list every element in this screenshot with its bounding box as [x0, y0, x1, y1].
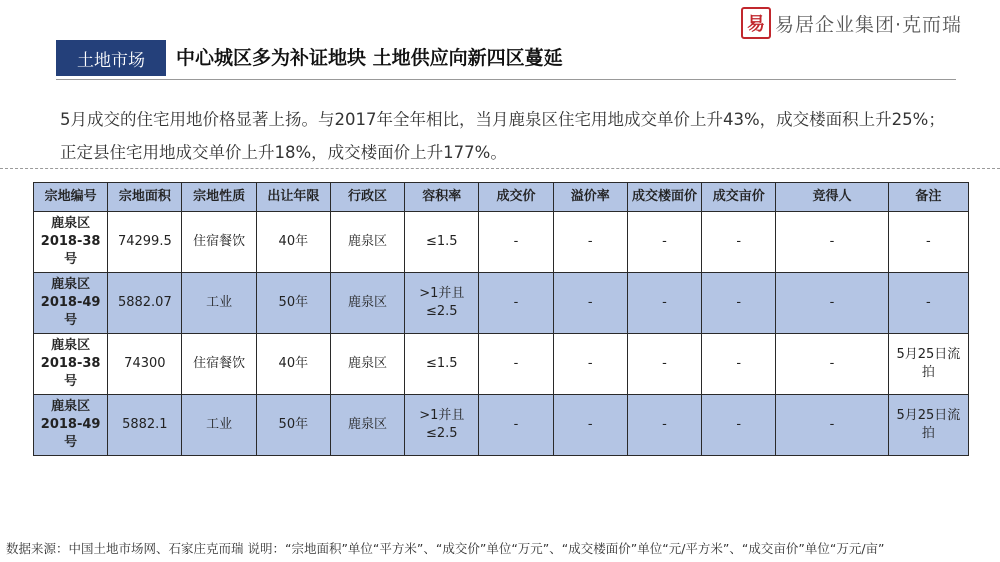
cell-district: 鹿泉区 [330, 212, 404, 273]
cell-code: 鹿泉区2018-38号 [34, 334, 108, 395]
cell-note: - [888, 212, 968, 273]
brand-name: 易居企业集团·克而瑞 [775, 13, 963, 36]
cell-district: 鹿泉区 [330, 273, 404, 334]
cell-premium: - [553, 334, 627, 395]
cell-term: 50年 [256, 395, 330, 456]
summary-text: 5月成交的住宅用地价格显著上扬。与2017年全年相比，当月鹿泉区住宅用地成交单价上升43%，成交楼面积上升25%；正定县住宅用地成交单价上升18%，成交楼面价上升177%。 [60, 110, 945, 162]
cell-price: - [479, 395, 553, 456]
cell-mu-price: - [702, 334, 776, 395]
cell-far: >1并且≤2.5 [405, 395, 479, 456]
col-header: 溢价率 [553, 183, 627, 212]
cell-far: ≤1.5 [405, 212, 479, 273]
cell-winner: - [776, 212, 888, 273]
col-header: 成交价 [479, 183, 553, 212]
cell-note: - [888, 273, 968, 334]
cell-term: 50年 [256, 273, 330, 334]
cell-area: 74299.5 [108, 212, 182, 273]
cell-floor-price: - [627, 212, 701, 273]
dashed-divider [0, 168, 1000, 169]
cell-use: 工业 [182, 273, 256, 334]
section-tag: 土地市场 [56, 40, 166, 76]
cell-far: >1并且≤2.5 [405, 273, 479, 334]
cell-floor-price: - [627, 334, 701, 395]
title-row [56, 40, 1000, 76]
col-header: 容积率 [405, 183, 479, 212]
col-header: 出让年限 [256, 183, 330, 212]
cell-district: 鹿泉区 [330, 334, 404, 395]
footer-source-note: 数据来源：中国土地市场网、石家庄克而瑞 说明：“宗地面积”单位“平方米”、“成交价”单位“万元”、“成交楼面价”单位“元/平方米”、“成交亩价”单位“万元/亩” [6, 541, 885, 556]
col-header: 行政区 [330, 183, 404, 212]
cell-floor-price: - [627, 273, 701, 334]
cell-winner: - [776, 273, 888, 334]
cell-area: 74300 [108, 334, 182, 395]
cell-note: 5月25日流拍 [888, 334, 968, 395]
cell-area: 5882.07 [108, 273, 182, 334]
cell-note: 5月25日流拍 [888, 395, 968, 456]
col-header: 竞得人 [776, 183, 888, 212]
seal-icon: 易 [741, 7, 771, 39]
cell-price: - [479, 273, 553, 334]
cell-price: - [479, 212, 553, 273]
cell-use: 住宿餐饮 [182, 212, 256, 273]
cell-premium: - [553, 395, 627, 456]
col-header: 宗地性质 [182, 183, 256, 212]
cell-far: ≤1.5 [405, 334, 479, 395]
cell-use: 住宿餐饮 [182, 334, 256, 395]
brand-logo [741, 6, 962, 40]
cell-use: 工业 [182, 395, 256, 456]
col-header: 备注 [888, 183, 968, 212]
land-table [33, 182, 969, 456]
cell-code: 鹿泉区2018-38号 [34, 212, 108, 273]
cell-winner: - [776, 395, 888, 456]
col-header: 宗地面积 [108, 183, 182, 212]
cell-premium: - [553, 212, 627, 273]
cell-floor-price: - [627, 395, 701, 456]
cell-code: 鹿泉区2018-49号 [34, 395, 108, 456]
page-title: 中心城区多为补证地块 土地供应向新四区蔓延 [176, 47, 563, 69]
col-header: 宗地编号 [34, 183, 108, 212]
cell-price: - [479, 334, 553, 395]
cell-term: 40年 [256, 334, 330, 395]
cell-premium: - [553, 273, 627, 334]
table-row [34, 395, 969, 456]
table-row [34, 212, 969, 273]
col-header: 成交楼面价 [627, 183, 701, 212]
table-header-row [34, 183, 969, 212]
cell-term: 40年 [256, 212, 330, 273]
col-header: 成交亩价 [702, 183, 776, 212]
cell-area: 5882.1 [108, 395, 182, 456]
cell-mu-price: - [702, 395, 776, 456]
cell-code: 鹿泉区2018-49号 [34, 273, 108, 334]
table-row [34, 334, 969, 395]
table-row [34, 273, 969, 334]
title-divider [56, 79, 956, 80]
cell-district: 鹿泉区 [330, 395, 404, 456]
cell-mu-price: - [702, 212, 776, 273]
cell-winner: - [776, 334, 888, 395]
cell-mu-price: - [702, 273, 776, 334]
